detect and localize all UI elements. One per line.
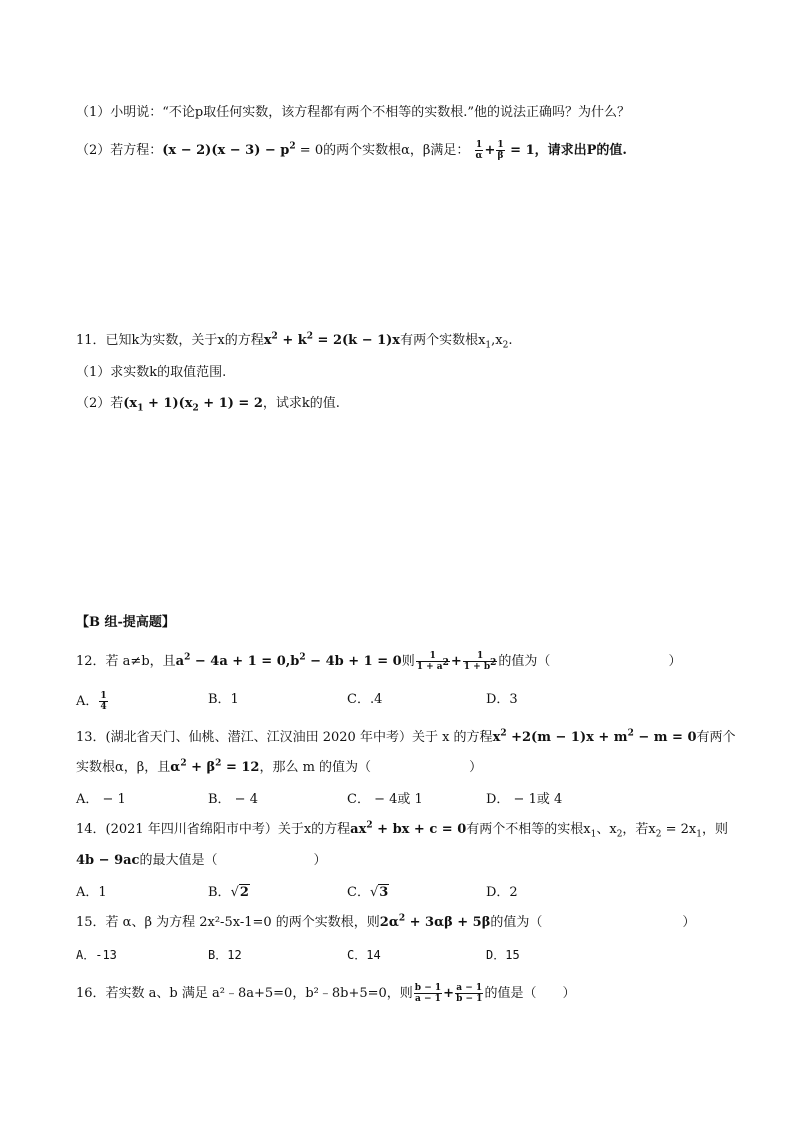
q15-option-c: C．14 [347,948,381,962]
q15-expression: $2\alpha^2 + 3\alpha\beta + 5\beta$ [379,913,491,930]
q14-stem-line2: 4b − 9ac的最大值是（ ） [76,853,327,868]
q10-frac-beta: $\frac{1}{\beta}$ [497,140,504,161]
q13-stem-line2: 实数根α，β，且$\alpha^2 + \beta^2 = 12$，那么 m 的值为（ ） [76,758,483,775]
q14-option-a: A．1 [76,885,107,900]
q15-option-d: D．15 [486,948,520,962]
q12-equation: $a^2 - 4a + 1 = 0,b^2 - 4b + 1 = 0$ [175,652,402,669]
q11-stem: 11．已知k为实数，关于x的方程$x^2 + k^2 = 2(k - 1)x$有两个实数根$x_1,x_2$. [76,331,513,351]
q13-equation: $x^2 +2(m - 1)x + m^2 - m = 0$ [492,728,697,745]
q12-option-b: B．1 [208,692,239,707]
q11-part2: （2）若$(x_1 + 1)(x_2 + 1) = 2$，试求k的值. [76,396,340,414]
q14-option-c: C．√3 [347,885,389,900]
q13-option-d: D． − 1或 4 [486,792,563,807]
q10-frac-alpha: $\frac{1}{\alpha}$ [475,140,483,161]
q13-option-b: B． − 4 [208,792,258,807]
q15-option-b: B．12 [208,948,242,962]
q12-option-a: A． $\frac{1}{4}$ [76,691,107,712]
q12-frac-b: $\frac{1}{1 + b^2}$ [463,651,497,672]
q12-stem: 12．若 a≠b，且$a^2 - 4a + 1 = 0,b^2 - 4b + 1 = 0$则 $\frac{1}{1 + a^2}$ + $\frac{1}{1 + b^2}$ 的值为（ ） [76,651,682,672]
q15-stem: 15．若 α、β 为方程 2x²-5x-1=0 的两个实数根，则$2\alpha^2 + 3\alpha\beta + 5\beta$的值为（ ） [76,913,696,930]
section-b-heading: 【B 组-提高题】 [76,615,175,630]
q11-condition: $(x_1 + 1)(x_2 + 1) = 2$ [123,396,263,414]
q10-part1: （1）小明说：“不论p取任何实数，该方程都有两个不相等的实数根.”他的说法正确吗？为什么？ [76,105,631,120]
q10-equation: $(x - 2)(x - 3) - p^2 = 0$的两个实数根α，β满足： [162,141,470,158]
q16-frac-2: $\frac{a - 1}{b - 1}$ [456,983,483,1004]
q14-option-b: B．√2 [208,885,249,900]
q10-part2: （2）若方程：$(x - 2)(x - 3) - p^2 = 0$的两个实数根α，β满足： $\frac{1}{\alpha}$ + $\frac{1}{\beta}$ = 1，请求出P的值. [76,140,627,161]
q13-option-c: C． − 4或 1 [347,792,423,807]
q13-option-a: A． − 1 [76,792,126,807]
q11-part1: （1）求实数k的取值范围. [76,365,227,380]
q14-equation: $ax^2$ + bx + c = 0 [350,820,467,837]
q14-stem-line1: 14．(2021 年四川省绵阳市中考）关于x的方程$ax^2$ + bx + c = 0有两个不相等的实根$x_1$、$x_2$，若$x_2 = 2x_1$，则 [76,820,729,840]
q12-frac-a: $\frac{1}{1 + a^2}$ [416,651,449,672]
q12-option-d: D．3 [486,692,518,707]
q12-option-c: C．.4 [347,692,383,707]
q16-stem: 16．若实数 a、b 满足 a²﹣8a+5=0，b²﹣8b+5=0，则 $\frac{b - 1}{a - 1}$ + $\frac{a - 1}{b - 1}$ 的值是（ ） [76,983,576,1004]
q15-option-a: A．-13 [76,948,117,962]
q14-option-d: D．2 [486,885,518,900]
q11-equation: $x^2 + k^2 = 2(k - 1)x$ [263,331,401,348]
q13-stem-line1: 13．(湖北省天门、仙桃、潜江、江汉油田 2020 年中考）关于 x 的方程$x^2 +2(m - 1)x + m^2 - m = 0$有两个 [76,728,736,745]
q16-frac-1: $\frac{b - 1}{a - 1}$ [414,983,442,1004]
